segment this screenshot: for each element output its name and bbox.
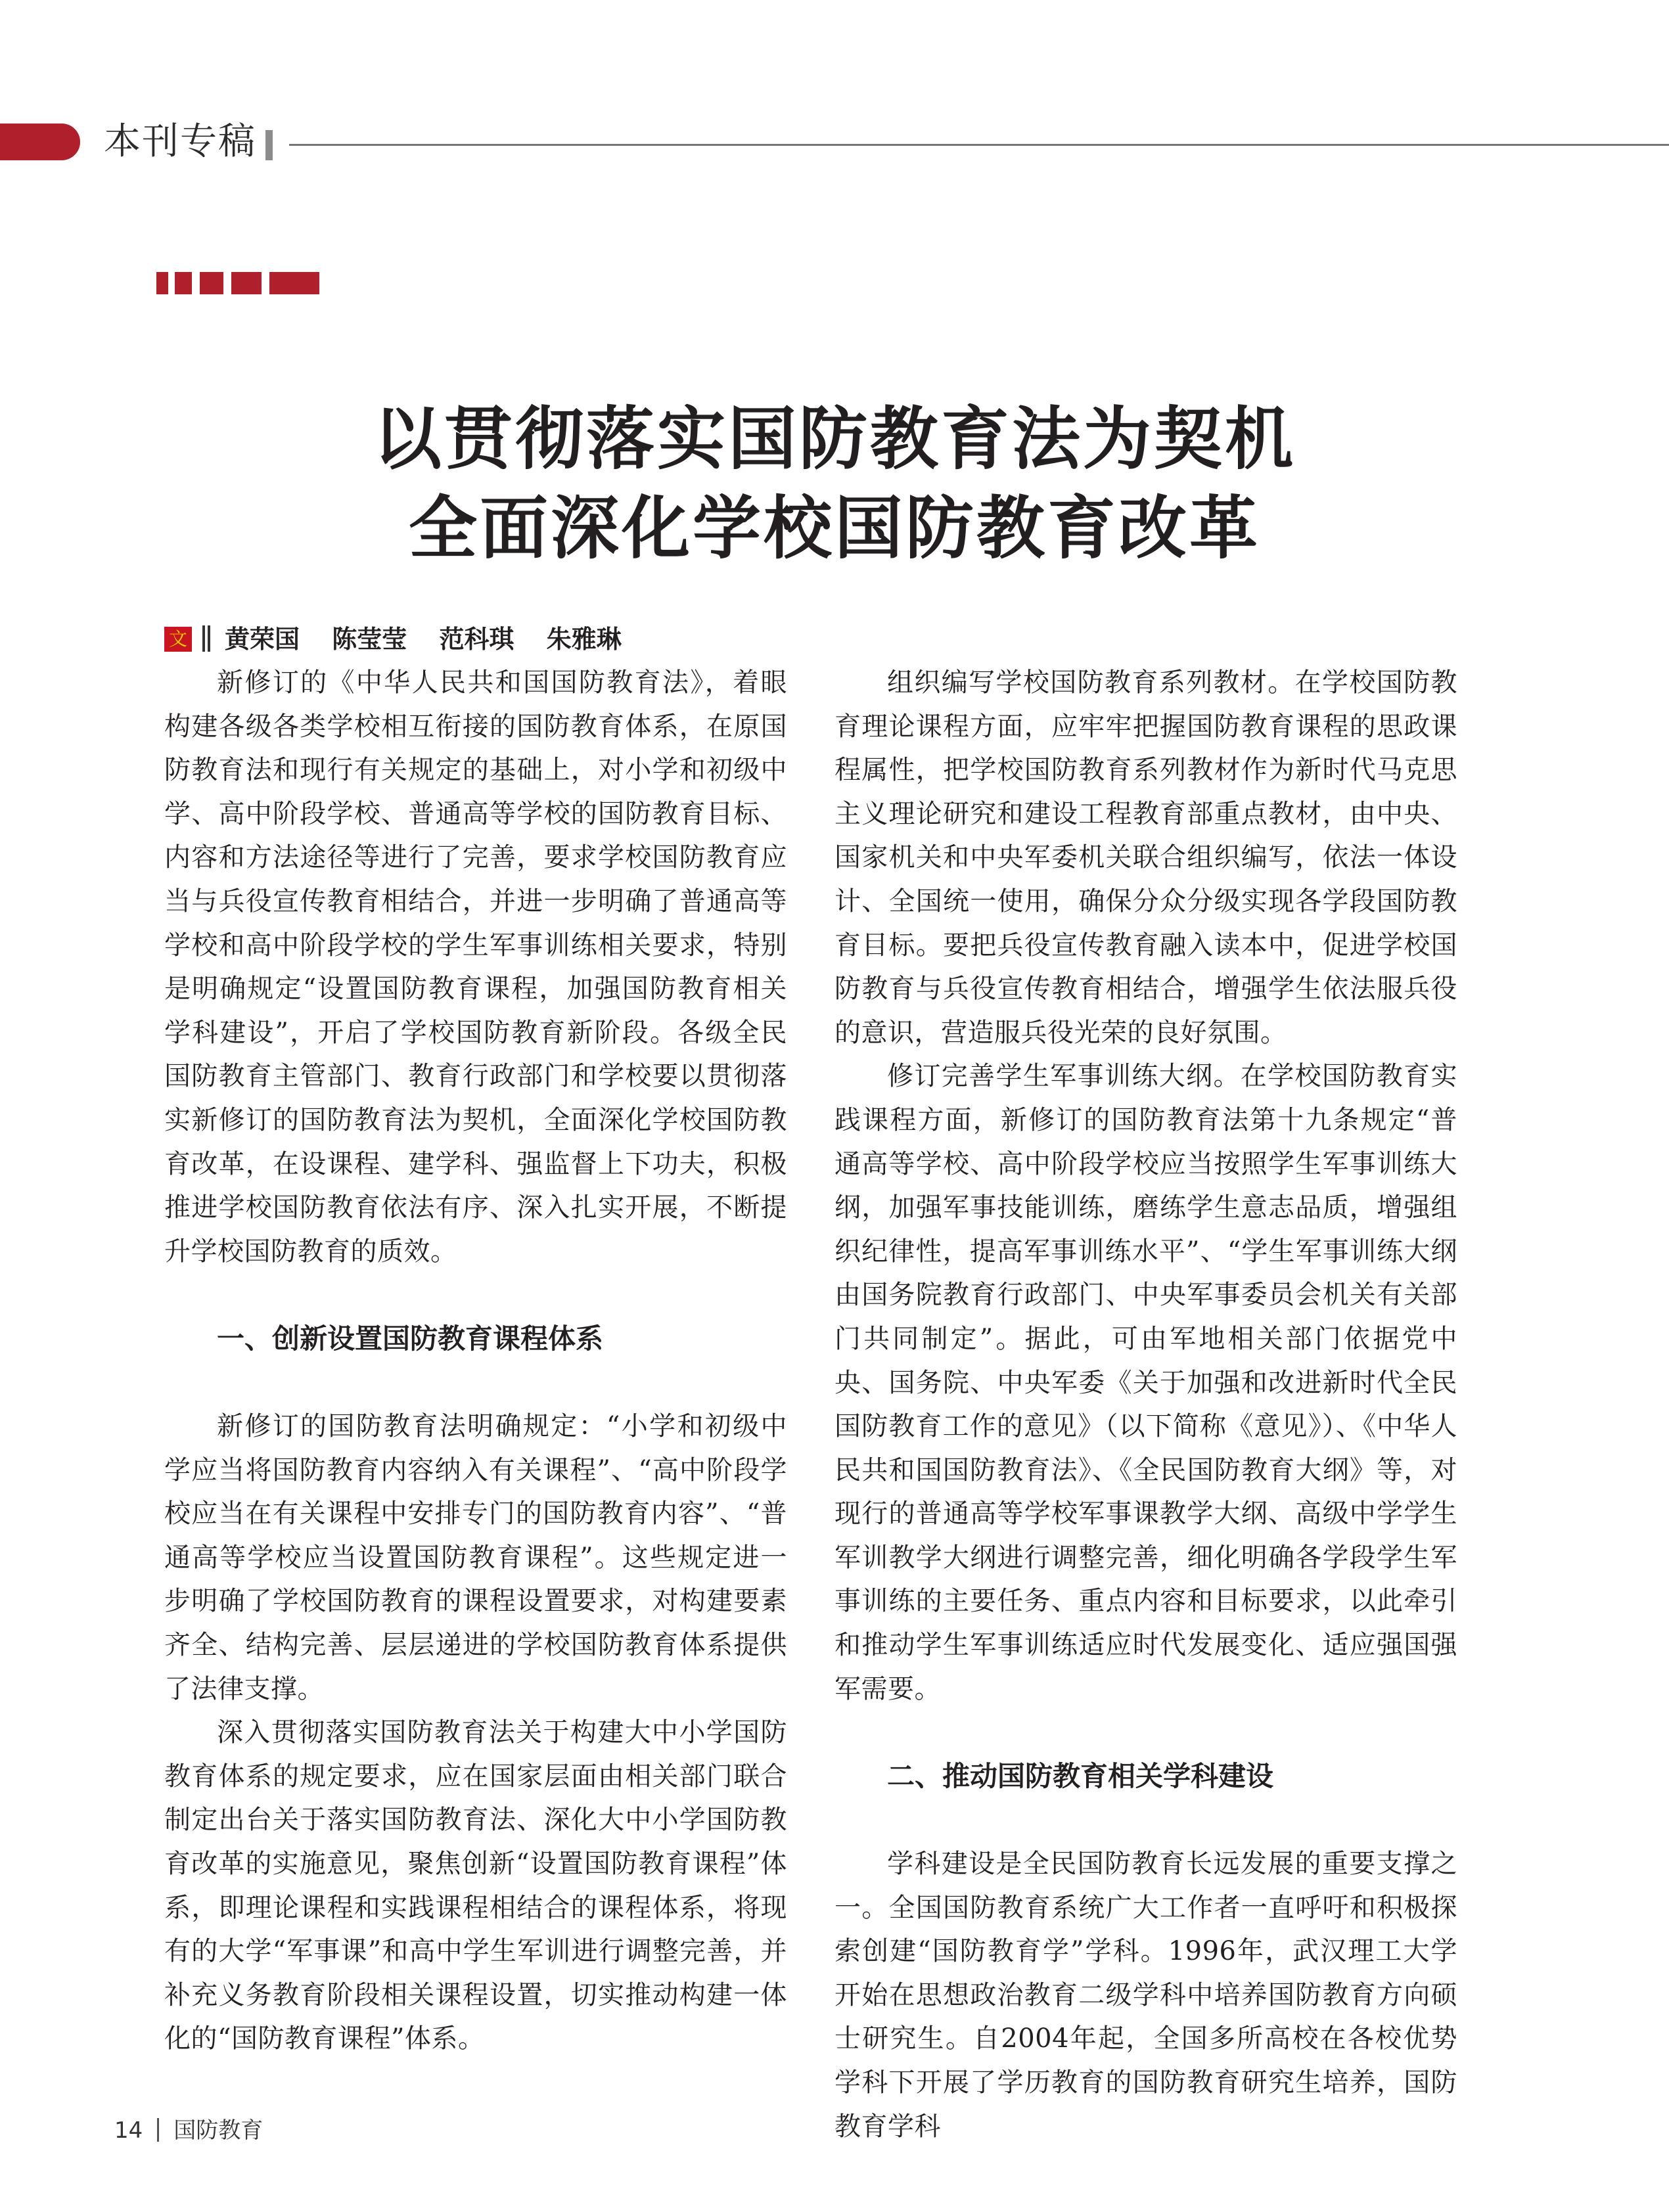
paragraph-gap: [164, 1361, 787, 1405]
section-divider-bar: [265, 130, 273, 160]
page-footer: [114, 2115, 263, 2146]
journal-name: 国防教育: [173, 2117, 263, 2144]
body-paragraph: 新修订的国防教育法明确规定：“小学和初级中学应当将国防教育内容纳入有关课程”、“高中阶段学校应当在有关课程中安排专门的国防教育内容”、“普通高等学校应当设置国防教育课程”。这些规定进一步明确了学校国防教育的课程设置要求，对构建要素齐全、结构完善、层层递进的学校国防教育体系提供了法律支撑。: [164, 1411, 787, 1704]
body-paragraph: 深入贯彻落实国防教育法关于构建大中小学国防教育体系的规定要求，应在国家层面由相关部门联合制定出台关于落实国防教育法、深化大中小学国防教育改革的实施意见，聚焦创新“设置国防教育课程”体系，即理论课程和实践课程相结合的课程体系，将现有的大学“军事课”和高中学生军训进行调整完善，并补充义务教育阶段相关课程设置，切实推动构建一体化的“国防教育课程”体系。: [164, 1717, 787, 2054]
byline-separator: [208, 625, 210, 652]
section-label: 本刊专稿: [104, 120, 256, 163]
deco-block-3: [200, 272, 223, 294]
header-rule: [289, 144, 1669, 146]
author-list: 黄荣国 陈莹莹 范科琪 朱雅琳: [225, 625, 622, 654]
article-title-line-1: 以贯彻落实国防教育法为契机: [373, 399, 1296, 479]
body-paragraph: 学科建设是全民国防教育长远发展的重要支撑之一。全国国防教育系统广大工作者一直呼吁和积极探索创建“国防教育学”学科。1996年，武汉理工大学开始在思想政治教育二级学科中培养国防教育方向硕士研究生。自2004年起，全国多所高校在各校优势学科下开展了学历教育的国防教育研究生培养，国防教育学科: [834, 1849, 1457, 2142]
body-paragraph: 新修订的《中华人民共和国国防教育法》，着眼构建各级各类学校相互衔接的国防教育体系，在原国防教育法和现行有关规定的基础上，对小学和初级中学、高中阶段学校、普通高等学校的国防教育目标、内容和方法途径等进行了完善，要求学校国防教育应当与兵役宣传教育相结合，并进一步明确了普通高等学校和高中阶段学校的学生军事训练相关要求，特别是明确规定“设置国防教育课程，加强国防教育相关学科建设”，开启了学校国防教育新阶段。各级全民国防教育主管部门、教育行政部门和学校要以贯彻落实新修订的国防教育法为契机，全面深化学校国防教育改革，在设课程、建学科、强监督上下功夫，积极推进学校国防教育依法有序、深入扎实开展，不断提升学校国防教育的质效。: [164, 667, 787, 1267]
footer-separator: [157, 2118, 159, 2142]
article-title-line-2: 全面深化学校国防教育改革: [408, 488, 1260, 568]
body-paragraph: 组织编写学校国防教育系列教材。在学校国防教育理论课程方面，应牢牢把握国防教育课程的思政课程属性，把学校国防教育系列教材作为新时代马克思主义理论研究和建设工程教育部重点教材，由中央、国家机关和中央军委机关联合组织编写，依法一体设计、全国统一使用，确保分众分级实现各学段国防教育目标。要把兵役宣传教育融入读本中，促进学校国防教育与兵役宣传教育相结合，增强学生依法服兵役的意识，营造服兵役光荣的良好氛围。: [834, 667, 1457, 1048]
body-column-left: [164, 661, 787, 2061]
section-heading: 二、推动国防教育相关学科建设: [887, 1759, 1274, 1792]
body-column-right: [834, 661, 1457, 2148]
section-heading: 一、创新设置国防教育课程体系: [217, 1322, 604, 1355]
byline-tag: 文: [164, 627, 192, 652]
paragraph-gap: [834, 1711, 1457, 1755]
body-paragraph: 修订完善学生军事训练大纲。在学校国防教育实践课程方面，新修订的国防教育法第十九条规定“普通高等学校、高中阶段学校应当按照学生军事训练大纲，加强军事技能训练，磨练学生意志品质，增强组织纪律性，提高军事训练水平”、“学生军事训练大纲由国务院教育行政部门、中央军事委员会机关有关部门共同制定”。据此，可由军地相关部门依据党中央、国务院、中央军委《关于加强和改进新时代全民国防教育工作的意见》（以下简称《意见》）、《中华人民共和国国防教育法》、《全民国防教育大纲》等，对现行的普通高等学校军事课教学大纲、高级中学学生军训教学大纲进行调整完善，细化明确各学段学生军事训练的主要任务、重点内容和目标要求，以此牵引和推动学生军事训练适应时代发展变化、适应强国强军需要。: [834, 1061, 1457, 1704]
byline-separator: [202, 625, 205, 652]
deco-block-1: [156, 272, 168, 294]
page-number: 14: [114, 2117, 143, 2144]
deco-block-2: [175, 272, 192, 294]
paragraph-gap: [164, 1273, 787, 1317]
deco-block-4: [231, 272, 262, 294]
deco-block-5: [269, 272, 319, 294]
paragraph-gap: [834, 1798, 1457, 1842]
section-tab-marker: [0, 124, 80, 160]
